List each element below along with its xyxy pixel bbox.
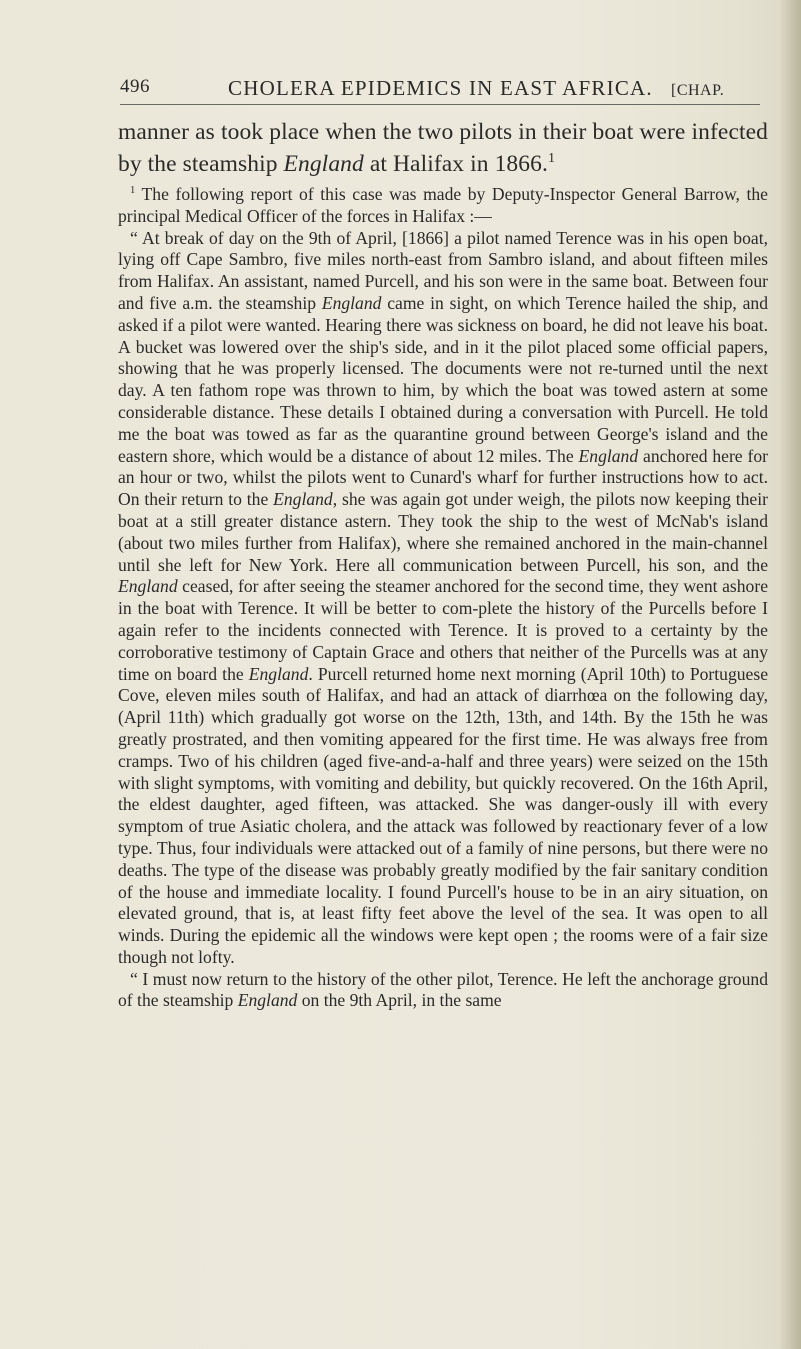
running-head (120, 72, 770, 106)
page-edge-shadow (779, 0, 801, 1349)
chapter-mark: [CHAP. (671, 82, 725, 99)
footnote-number: 1 (130, 185, 136, 197)
footnote-paragraph-1: “ At break of day on the 9th of April, [1866] a pilot named Terence was in his open boat, lying off Cape Sambro, five miles north-east from Sambro island, and about fifteen miles from Halifax. An assistant, named Purcell, and his son were in the same boat. Between four and five a.m. the steamship England came in sight, on which Terence hailed the ship, and asked if a pilot were wanted. Hearing there was sickness on board, he did not leave his boat. A bucket was lowered over the ship's side, and in it the pilot placed some official papers, showing that he was properly licensed. The documents were not re-turned until the next day. A ten fathom rope was thrown to him, by which the boat was towed astern at some considerable distance. These details I obtained during a conversation with Purcell. He told me the boat was towed as far as the quarantine ground between George's island and the eastern shore, which would be a distance of about 12 miles. The England anchored here for an hour or two, whilst the pilots went to Cunard's wharf for further instructions how to act. On their return to the England, she was again got under weigh, the pilots now keeping their boat at a still greater distance astern. They took the ship to the west of McNab's island (about two miles further from Halifax), where she remained anchored in the main-channel until she left for New York. Here all communication between Purcell, his son, and the England ceased, for after seeing the steamer anchored for the second time, they went ashore in the boat with Terence. It will be better to com-plete the history of the Purcells before I again refer to the incidents connected with Terence. It is proved to a certainty by the corroborative testimony of Captain Grace and others that neither of the Purcells was at any time on board the England. Purcell returned home next morning (April 10th) to Portuguese Cove, eleven miles south of Halifax, and had an attack of diarrhœa on the following day, (April 11th) which gradually got worse on the 12th, 13th, and 14th. By the 15th he was greatly prostrated, and then vomiting appeared for the first time. He was always free from cramps. Two of his children (aged five-and-a-half and three years) were seized on the 15th with slight symptoms, with vomiting and debility, but quickly recovered. On the 16th April, the eldest daughter, aged fifteen, was attacked. She was danger-ously ill with every symptom of true Asiatic cholera, and the attack was followed by reactionary fever of a low type. Thus, four individuals were attacked out of a family of nine persons, but there were no deaths. The type of the disease was probably greatly modified by the fair sanitary condition of the house and immediate locality. I found Purcell's house to be in an airy situation, on elevated ground, that is, at least fifty feet above the level of the sea. It was open to all winds. During the epidemic all the windows were kept open ; the rooms were of a fair size though not lofty. (118, 227, 769, 967)
ship-name: England (283, 151, 364, 177)
page-number: 496 (120, 76, 150, 97)
main-text-start: manner as took place when the two pilots in their boat were infected by the steamship (118, 119, 768, 177)
main-paragraph (118, 116, 768, 180)
footnote-paragraph-2: “ I must now return to the history of the other pilot, Terence. He left the anchorage ground of the steamship England on the 9th April, in the same (118, 968, 768, 1011)
main-text-end: at Halifax in 1866. (363, 151, 548, 177)
ship-name: England (118, 576, 178, 597)
ship-name: England (248, 663, 309, 684)
footnote (118, 184, 768, 1012)
ship-name: England (578, 445, 639, 466)
ship-name: England (321, 292, 382, 313)
ship-name: England (237, 990, 298, 1011)
header-rule (120, 104, 760, 105)
running-title: CHOLERA EPIDEMICS IN EAST AFRICA. (228, 76, 653, 100)
ship-name: England (273, 489, 333, 510)
footnote-intro: $^1$ The following report of this case was made by Deputy-Inspector General Barrow, the principal Medical Officer of the forces in Halifax :— (118, 184, 768, 226)
footnote-marker: 1 (547, 150, 556, 167)
